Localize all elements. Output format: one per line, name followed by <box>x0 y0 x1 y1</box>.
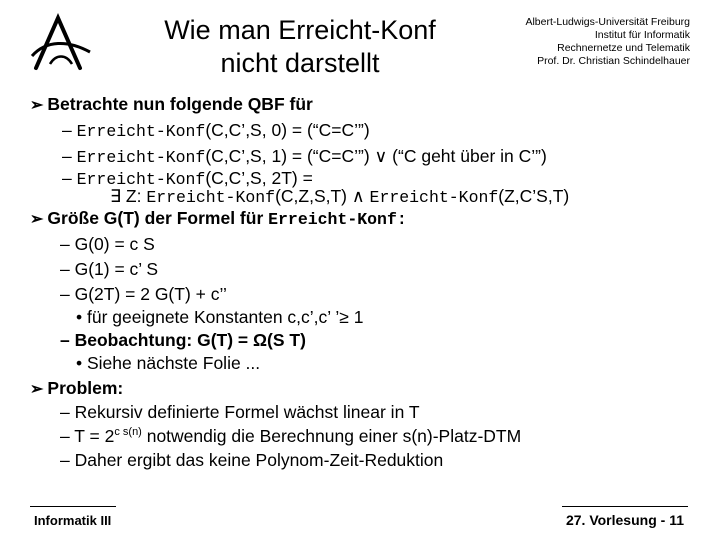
arrow-bullet-icon: ➢ <box>30 211 44 228</box>
list-item: – G(0) = c S <box>60 234 155 254</box>
formula-text: (C,C’,S, 0) = (“C=C’”) <box>205 120 370 140</box>
exponent: c s(n) <box>114 426 142 439</box>
code-text: Erreicht-Konf <box>369 188 499 207</box>
list-item: – Daher ergibt das keine Polynom-Zeit-Reduktion <box>60 450 444 470</box>
dash: – <box>62 120 72 140</box>
formula-text: (C,Z,S,T) ∧ <box>275 186 370 206</box>
code-text: Erreicht-Konf: <box>268 210 407 229</box>
list-item: – Rekursiv definierte Formel wächst linear in T <box>60 402 420 422</box>
exists-prefix: ∃ Z: <box>110 186 147 206</box>
formula-text: – T = 2 <box>60 426 115 446</box>
sub-item: • Siehe nächste Folie ... <box>76 353 261 373</box>
dash: – <box>62 168 72 188</box>
list-item <box>60 426 521 447</box>
bullet-text: Problem: <box>47 378 124 398</box>
institution-block <box>460 16 690 68</box>
institution-line: Prof. Dr. Christian Schindelhauer <box>537 55 690 67</box>
bullet-text: Betrachte nun folgende QBF für <box>47 94 313 114</box>
bullet-groesse <box>30 208 407 229</box>
institution-line: Institut für Informatik <box>594 29 690 41</box>
university-logo <box>28 10 98 76</box>
code-text: Erreicht-Konf <box>76 122 206 141</box>
formula-text: (C,C’,S, 2T) = <box>205 168 313 188</box>
formula-text: (C,C’,S, 1) = (“C=C’”) ∨ (“C geht über in C’”) <box>205 146 547 166</box>
dash: – <box>62 146 72 166</box>
code-text: Erreicht-Konf <box>76 170 206 189</box>
title-line-1: Wie man Erreicht-Konf <box>164 15 436 45</box>
arrow-bullet-icon: ➢ <box>30 381 44 398</box>
list-item <box>62 146 547 167</box>
list-item: – G(2T) = 2 G(T) + c’’ <box>60 284 227 304</box>
bullet-problem <box>30 378 123 399</box>
footer-rule-left <box>30 506 116 507</box>
slide-title <box>130 14 470 80</box>
observation: – Beobachtung: G(T) = Ω(S T) <box>60 330 306 350</box>
institution-line: Rechnernetze und Telematik <box>557 42 690 54</box>
footer-page: 27. Vorlesung - 11 <box>565 512 684 528</box>
exists-formula <box>110 186 569 207</box>
arrow-bullet-icon: ➢ <box>30 97 44 114</box>
title-line-2: nicht darstellt <box>220 48 380 78</box>
sub-item: • für geeignete Konstanten c,c’,c’ ’≥ 1 <box>76 307 364 327</box>
code-text: Erreicht-Konf <box>76 148 206 167</box>
bullet-betrachte <box>30 94 313 115</box>
footer-rule-right <box>562 506 688 507</box>
formula-text: (Z,C’S,T) <box>498 186 570 206</box>
bullet-text: Größe G(T) der Formel für <box>47 208 269 228</box>
code-text: Erreicht-Konf <box>146 188 276 207</box>
formula-text: notwendig die Berechnung einer s(n)-Platz-DTM <box>141 426 522 446</box>
list-item <box>62 120 370 141</box>
list-item: – G(1) = c’ S <box>60 259 159 279</box>
institution-line: Albert-Ludwigs-Universität Freiburg <box>525 16 690 28</box>
footer-course: Informatik III <box>34 513 112 528</box>
